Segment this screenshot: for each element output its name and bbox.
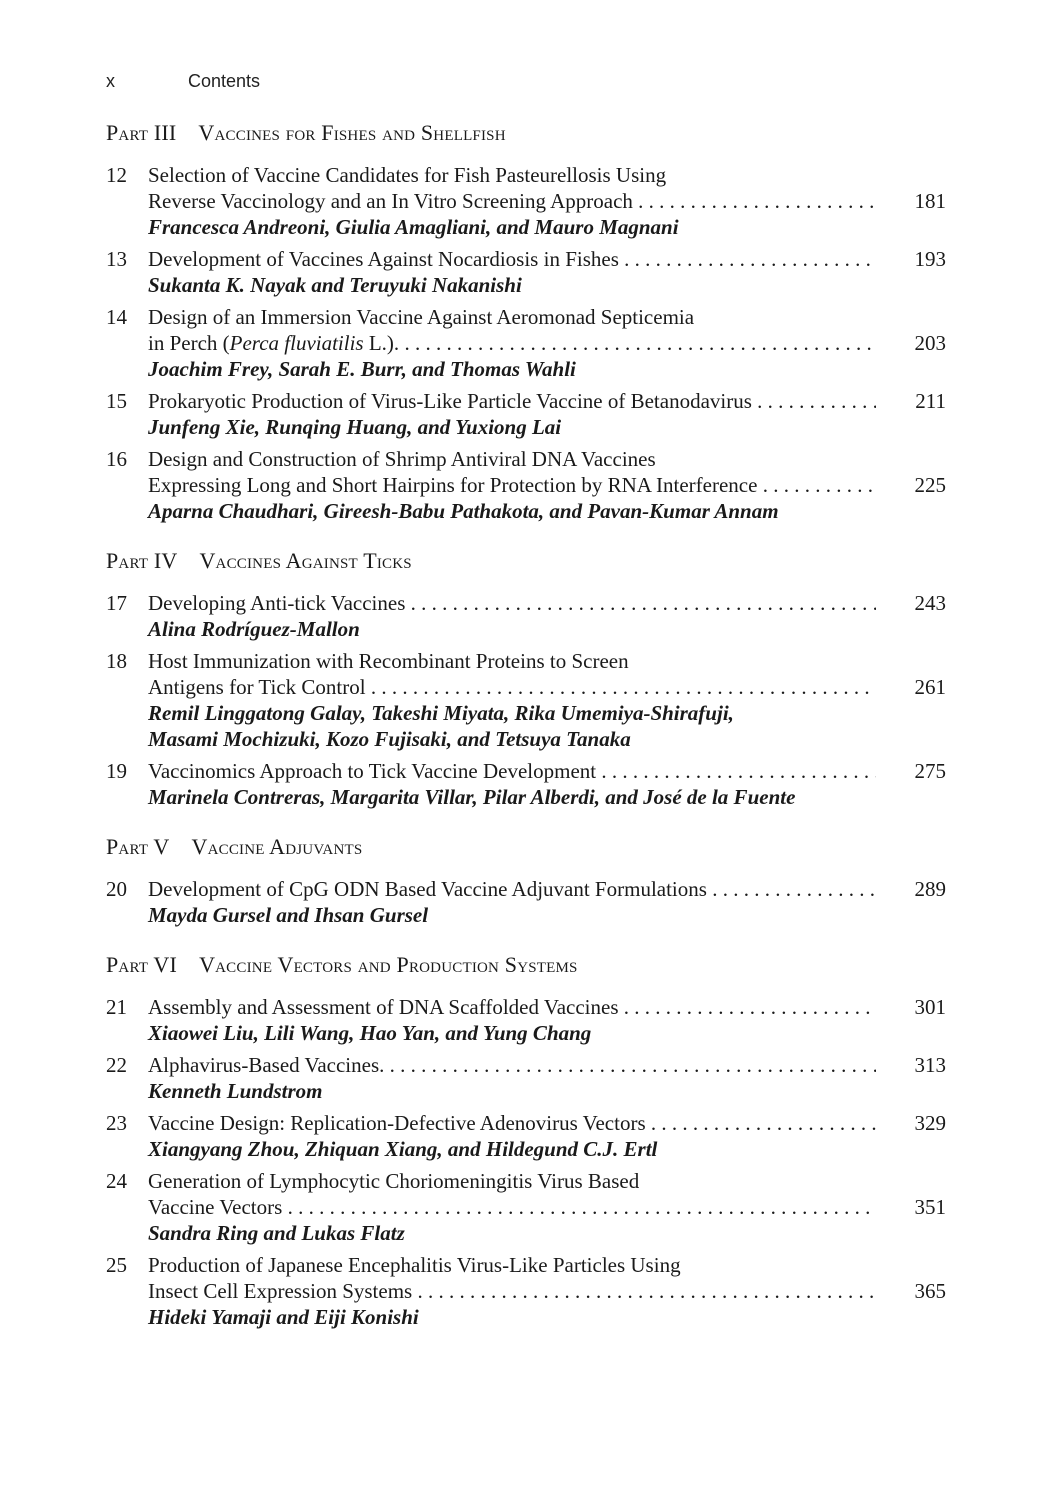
- part-heading: [106, 120, 946, 146]
- chapter-authors: Alina Rodríguez-Mallon: [148, 617, 360, 641]
- page-number: 301: [914, 995, 946, 1019]
- toc-entry[interactable]: [106, 304, 946, 382]
- chapter-title-line[interactable]: Prokaryotic Production of Virus-Like Particle Vaccine of Betanodavirus . . .: [148, 388, 876, 414]
- chapter-title-line[interactable]: Vaccine Design: Replication-Defective Adenovirus Vectors . . .: [148, 1110, 876, 1136]
- part-heading: [106, 834, 946, 860]
- chapter-number: 18: [106, 649, 127, 673]
- title-text: L.).: [363, 331, 400, 355]
- chapter-number: 19: [106, 759, 127, 783]
- page-number: 289: [914, 877, 946, 901]
- table-of-contents: [106, 120, 946, 1336]
- toc-entry[interactable]: [106, 648, 946, 752]
- toc-entry[interactable]: [106, 876, 946, 928]
- chapter-body: [148, 590, 876, 642]
- chapter-body: [148, 1052, 876, 1104]
- page-number: 365: [914, 1279, 946, 1303]
- chapter-authors: Kenneth Lundstrom: [148, 1079, 323, 1103]
- part-title: Vaccine Adjuvants: [191, 834, 363, 859]
- chapter-body: [148, 1110, 876, 1162]
- page-number: 313: [914, 1053, 946, 1077]
- chapter-body: [148, 446, 876, 524]
- chapter-body: [148, 388, 876, 440]
- chapter-number: 25: [106, 1253, 127, 1277]
- running-head-title: Contents: [188, 71, 261, 91]
- chapter-title-line[interactable]: Vaccinomics Approach to Tick Vaccine Development . . .: [148, 758, 876, 784]
- chapter-body: [148, 994, 876, 1046]
- chapter-title-line[interactable]: Developing Anti-tick Vaccines . . .: [148, 590, 876, 616]
- chapter-title-line[interactable]: Development of CpG ODN Based Vaccine Adjuvant Formulations . . .: [148, 876, 876, 902]
- toc-entry[interactable]: [106, 1168, 946, 1246]
- page-number: 211: [915, 389, 946, 413]
- chapter-title-line[interactable]: Generation of Lymphocytic Choriomeningitis Virus Based: [148, 1169, 640, 1193]
- chapter-authors: Xiangyang Zhou, Zhiquan Xiang, and Hildegund C.J. Ertl: [148, 1137, 658, 1161]
- chapter-authors: Junfeng Xie, Runqing Huang, and Yuxiong Lai: [148, 415, 562, 439]
- chapter-authors: Aparna Chaudhari, Gireesh-Babu Pathakota, and Pavan-Kumar Annam: [148, 499, 779, 523]
- chapter-body: [148, 1252, 876, 1330]
- part-label: Part IV: [106, 548, 178, 573]
- toc-entry[interactable]: [106, 1110, 946, 1162]
- chapter-number: 21: [106, 995, 127, 1019]
- chapter-title-line[interactable]: Expressing Long and Short Hairpins for Protection by RNA Interference . . .: [148, 472, 876, 498]
- chapter-authors: Francesca Andreoni, Giulia Amagliani, and Mauro Magnani: [148, 215, 679, 239]
- part-heading: [106, 548, 946, 574]
- chapter-title-line[interactable]: Insect Cell Expression Systems . . .: [148, 1278, 876, 1304]
- toc-entry[interactable]: [106, 758, 946, 810]
- chapter-title-line[interactable]: Host Immunization with Recombinant Proteins to Screen: [148, 649, 629, 673]
- chapter-authors: Sukanta K. Nayak and Teruyuki Nakanishi: [148, 273, 522, 297]
- toc-entry[interactable]: [106, 388, 946, 440]
- chapter-title-line[interactable]: Development of Vaccines Against Nocardiosis in Fishes . . .: [148, 246, 876, 272]
- chapter-number: 16: [106, 447, 127, 471]
- chapter-number: 15: [106, 389, 127, 413]
- chapter-title-line[interactable]: Design and Construction of Shrimp Antiviral DNA Vaccines: [148, 447, 656, 471]
- chapter-title-line[interactable]: Reverse Vaccinology and an In Vitro Screening Approach . . .: [148, 188, 876, 214]
- chapter-body: [148, 876, 876, 928]
- chapter-authors: Mayda Gursel and Ihsan Gursel: [148, 903, 429, 927]
- chapter-authors: Xiaowei Liu, Lili Wang, Hao Yan, and Yung Chang: [148, 1021, 592, 1045]
- page-number: 261: [914, 675, 946, 699]
- chapter-body: [148, 1168, 876, 1246]
- part-title: Vaccines for Fishes and Shellfish: [198, 120, 506, 145]
- chapter-authors: Joachim Frey, Sarah E. Burr, and Thomas Wahli: [148, 357, 576, 381]
- chapter-number: 22: [106, 1053, 127, 1077]
- chapter-title-line[interactable]: [148, 330, 876, 356]
- species-name: Perca fluviatilis: [229, 331, 364, 355]
- chapter-title-line[interactable]: Antigens for Tick Control . . .: [148, 674, 876, 700]
- chapter-number: 12: [106, 163, 127, 187]
- page-number: 203: [914, 331, 946, 355]
- chapter-number: 23: [106, 1111, 127, 1135]
- chapter-number: 24: [106, 1169, 127, 1193]
- page-number: 181: [914, 189, 946, 213]
- toc-entry[interactable]: [106, 162, 946, 240]
- page-number: 351: [914, 1195, 946, 1219]
- running-head: [106, 71, 260, 92]
- chapter-number: 13: [106, 247, 127, 271]
- page-number: 243: [914, 591, 946, 615]
- part-heading: [106, 952, 946, 978]
- toc-entry[interactable]: [106, 590, 946, 642]
- chapter-title-line[interactable]: Selection of Vaccine Candidates for Fish Pasteurellosis Using: [148, 163, 667, 187]
- chapter-number: 20: [106, 877, 127, 901]
- chapter-title-line[interactable]: Design of an Immersion Vaccine Against Aeromonad Septicemia: [148, 305, 695, 329]
- chapter-authors: Marinela Contreras, Margarita Villar, Pilar Alberdi, and José de la Fuente: [148, 785, 796, 809]
- toc-entry[interactable]: [106, 246, 946, 298]
- chapter-authors: Sandra Ring and Lukas Flatz: [148, 1221, 405, 1245]
- page-number: 193: [914, 247, 946, 271]
- chapter-title-line[interactable]: Assembly and Assessment of DNA Scaffolded Vaccines . . .: [148, 994, 876, 1020]
- chapter-title-line[interactable]: Vaccine Vectors . . .: [148, 1194, 876, 1220]
- page-number: 275: [914, 759, 946, 783]
- part-title: Vaccine Vectors and Production Systems: [199, 952, 578, 977]
- page-number: 329: [914, 1111, 946, 1135]
- part-label: Part V: [106, 834, 170, 859]
- chapter-authors: Remil Linggatong Galay, Takeshi Miyata, Rika Umemiya-Shirafuji,: [148, 701, 734, 725]
- chapter-number: 14: [106, 305, 127, 329]
- part-title: Vaccines Against Ticks: [199, 548, 412, 573]
- part-label: Part III: [106, 120, 177, 145]
- title-text: in Perch (: [148, 331, 230, 355]
- page-number: x: [106, 71, 115, 91]
- toc-entry[interactable]: [106, 446, 946, 524]
- chapter-title-line[interactable]: Production of Japanese Encephalitis Virus-Like Particles Using: [148, 1253, 681, 1277]
- chapter-body: [148, 246, 876, 298]
- chapter-number: 17: [106, 591, 127, 615]
- chapter-body: [148, 162, 876, 240]
- chapter-body: [148, 758, 876, 810]
- chapter-body: [148, 648, 876, 752]
- chapter-body: [148, 304, 876, 382]
- chapter-authors: Masami Mochizuki, Kozo Fujisaki, and Tetsuya Tanaka: [148, 727, 631, 751]
- part-label: Part VI: [106, 952, 178, 977]
- toc-entry[interactable]: [106, 994, 946, 1046]
- page-number: 225: [914, 473, 946, 497]
- toc-entry[interactable]: [106, 1252, 946, 1330]
- chapter-title-line[interactable]: Alphavirus-Based Vaccines. . . .: [148, 1052, 876, 1078]
- toc-entry[interactable]: [106, 1052, 946, 1104]
- chapter-authors: Hideki Yamaji and Eiji Konishi: [148, 1305, 419, 1329]
